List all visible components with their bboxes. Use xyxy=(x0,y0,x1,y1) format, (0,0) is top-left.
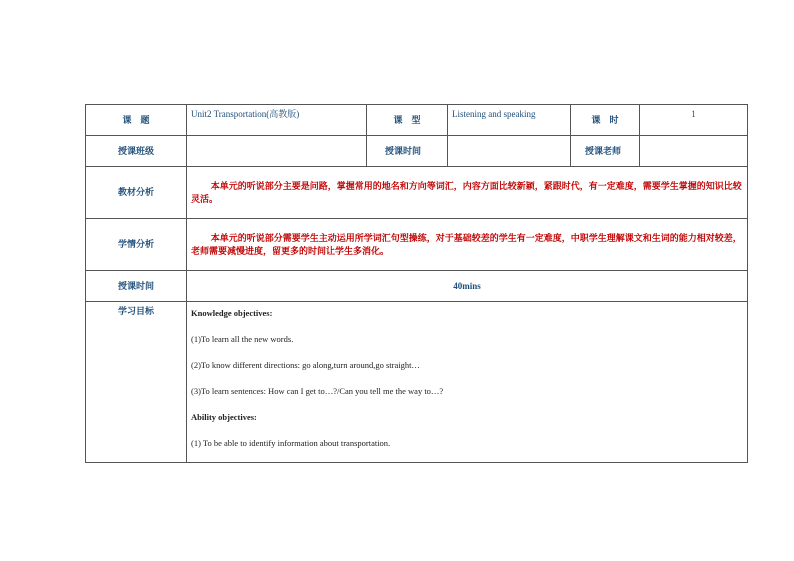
knowledge-item-2: (2)To know different directions: go along,turn around,go straight… xyxy=(191,359,420,370)
time-value xyxy=(448,136,571,167)
row-class xyxy=(86,136,748,167)
student-analysis-text: 本单元的听说部分需要学生主动运用所学词汇句型操练，对于基础较差的学生有一定难度，中职学生理解课文和生词的能力相对较差，老师需要减慢进度，留更多的时间让学生多消化。 xyxy=(187,219,748,271)
lesson-plan-table xyxy=(85,104,748,463)
row-objectives xyxy=(86,302,748,463)
label-student-analysis: 学情分析 xyxy=(86,219,187,271)
hours-value: 1 xyxy=(640,105,748,136)
row-student-analysis xyxy=(86,219,748,271)
label-class: 授课班级 xyxy=(86,136,187,167)
label-teacher: 授课老师 xyxy=(571,136,640,167)
knowledge-item-3: (3)To learn sentences: How can I get to…?/Can you tell me the way to…? xyxy=(191,385,444,396)
label-time: 授课时间 xyxy=(367,136,448,167)
ability-item-1: (1) To be able to identify information about transportation. xyxy=(191,437,391,448)
label-type: 课 型 xyxy=(367,105,448,136)
ability-heading: Ability objectives: xyxy=(191,411,257,422)
objectives-content xyxy=(187,302,748,463)
duration-value: 40mins xyxy=(187,271,748,302)
knowledge-heading: Knowledge objectives: xyxy=(191,307,273,318)
textbook-analysis-text: 本单元的听说部分主要是问路，掌握常用的地名和方向等词汇，内容方面比较新颖，紧跟时代，有一定难度，需要学生掌握的知识比较灵活。 xyxy=(187,167,748,219)
course-value: Unit2 Transportation(高教版) xyxy=(187,105,367,136)
label-duration: 授课时间 xyxy=(86,271,187,302)
label-hours: 课 时 xyxy=(571,105,640,136)
label-objectives: 学习目标 xyxy=(86,302,187,463)
label-course: 课 题 xyxy=(86,105,187,136)
row-duration xyxy=(86,271,748,302)
class-value xyxy=(187,136,367,167)
teacher-value xyxy=(640,136,748,167)
row-course xyxy=(86,105,748,136)
label-textbook-analysis: 教材分析 xyxy=(86,167,187,219)
type-value: Listening and speaking xyxy=(448,105,571,136)
row-textbook-analysis xyxy=(86,167,748,219)
knowledge-item-1: (1)To learn all the new words. xyxy=(191,333,294,344)
